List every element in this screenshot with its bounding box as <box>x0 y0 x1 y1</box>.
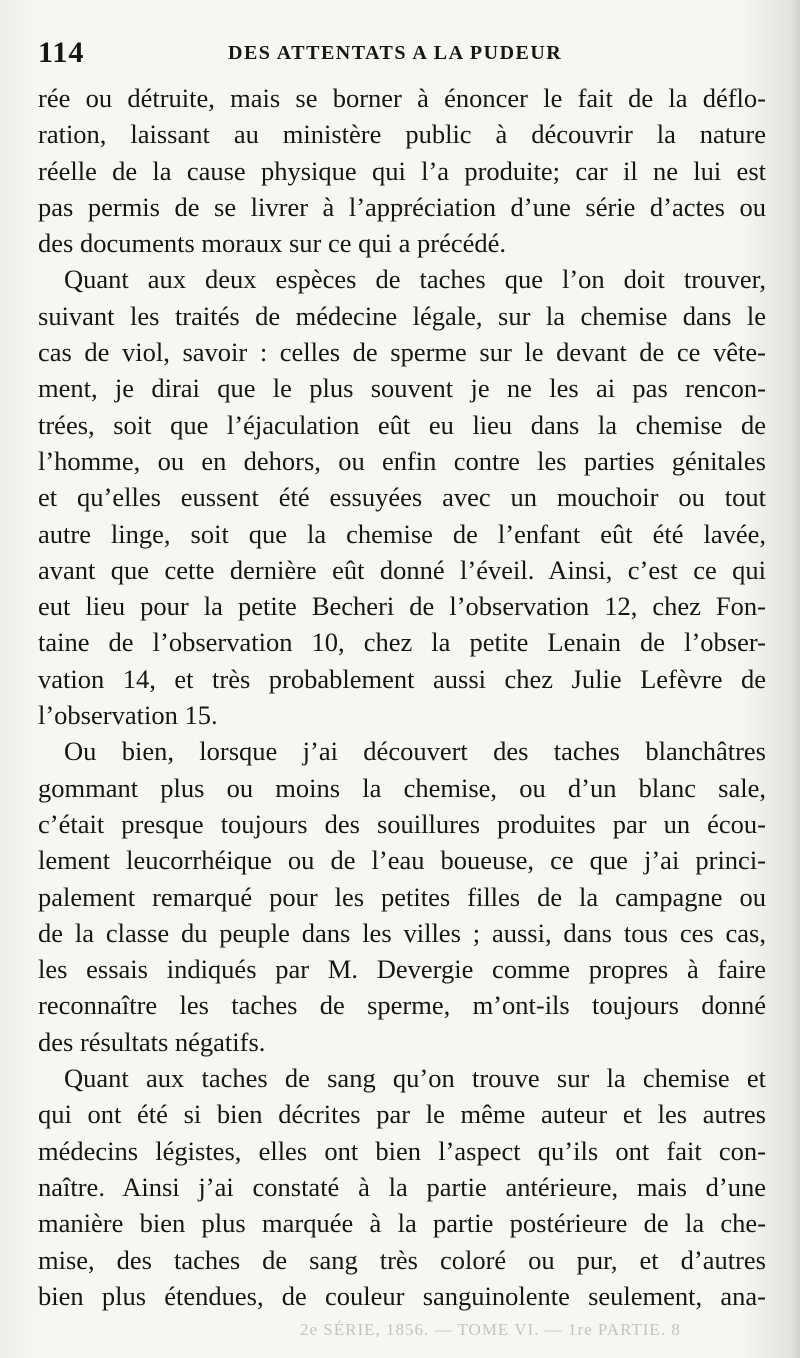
text-line: l’homme, ou en dehors, ou enfin contre les parties génitales <box>38 445 766 476</box>
text-line: qui ont été si bien décrites par le même auteur et les autres <box>38 1099 766 1130</box>
text-line: reconnaître les taches de sperme, m’ont-ils toujours donné <box>38 990 766 1021</box>
text-line: l’observation 15. <box>38 700 218 731</box>
text-line: pas permis de se livrer à l’appréciation d’une série d’actes ou <box>38 191 766 222</box>
page-header <box>38 34 768 74</box>
page-number: 114 <box>38 36 85 69</box>
text-line: ration, laissant au ministère public à découvrir la nature <box>38 119 766 150</box>
text-line: Ou bien, lorsque j’ai découvert des taches blanchâtres <box>64 736 766 767</box>
text-line: taine de l’observation 10, chez la petite Lenain de l’obser- <box>38 627 766 658</box>
text-line: et qu’elles eussent été essuyées avec un mouchoir ou tout <box>38 482 766 513</box>
text-line: réelle de la cause physique qui l’a produite; car il ne lui est <box>38 155 766 186</box>
text-line: des documents moraux sur ce qui a précédé. <box>38 228 506 259</box>
running-head: DES ATTENTATS A LA PUDEUR <box>228 42 563 64</box>
text-line: médecins légistes, elles ont bien l’aspect qu’ils ont fait con- <box>38 1135 766 1166</box>
text-line: naître. Ainsi j’ai constaté à la partie antérieure, mais d’une <box>38 1171 766 1202</box>
signature-footer: 2e SÉRIE, 1856. — TOME VI. — 1re PARTIE. 8 <box>300 1320 681 1339</box>
text-line: des résultats négatifs. <box>38 1026 266 1057</box>
text-line: autre linge, soit que la chemise de l’enfant eût été lavée, <box>38 518 766 549</box>
text-line: Quant aux deux espèces de taches que l’on doit trouver, <box>64 264 766 295</box>
text-line: bien plus étendues, de couleur sanguinolente seulement, ana- <box>38 1280 766 1311</box>
text-line: ment, je dirai que le plus souvent je ne les ai pas rencon- <box>38 373 766 404</box>
body-text <box>38 80 766 1314</box>
text-line: c’était presque toujours des souillures produites par un écou- <box>38 808 766 839</box>
text-line: lement leucorrhéique ou de l’eau boueuse, ce que j’ai princi- <box>38 845 766 876</box>
text-line: avant que cette dernière eût donné l’éveil. Ainsi, c’est ce qui <box>38 554 766 585</box>
text-line: manière bien plus marquée à la partie postérieure de la che- <box>38 1208 766 1239</box>
text-line: eut lieu pour la petite Becheri de l’observation 12, chez Fon- <box>38 591 766 622</box>
text-line: trées, soit que l’éjaculation eût eu lieu dans la chemise de <box>38 409 766 440</box>
text-line: cas de viol, savoir : celles de sperme sur le devant de ce vête- <box>38 337 766 368</box>
text-line: mise, des taches de sang très coloré ou pur, et d’autres <box>38 1244 766 1275</box>
text-line: palement remarqué pour les petites filles de la campagne ou <box>38 881 766 912</box>
text-line: suivant les traités de médecine légale, sur la chemise dans le <box>38 300 766 331</box>
text-line: de la classe du peuple dans les villes ; aussi, dans tous ces cas, <box>38 917 766 948</box>
text-line: Quant aux taches de sang qu’on trouve sur la chemise et <box>64 1063 766 1094</box>
text-line: vation 14, et très probablement aussi chez Julie Lefèvre de <box>38 663 766 694</box>
text-line: rée ou détruite, mais se borner à énoncer le fait de la déflo- <box>38 83 766 113</box>
text-line: gommant plus ou moins la chemise, ou d’un blanc sale, <box>38 772 766 803</box>
text-line: les essais indiqués par M. Devergie comme propres à faire <box>38 954 766 985</box>
